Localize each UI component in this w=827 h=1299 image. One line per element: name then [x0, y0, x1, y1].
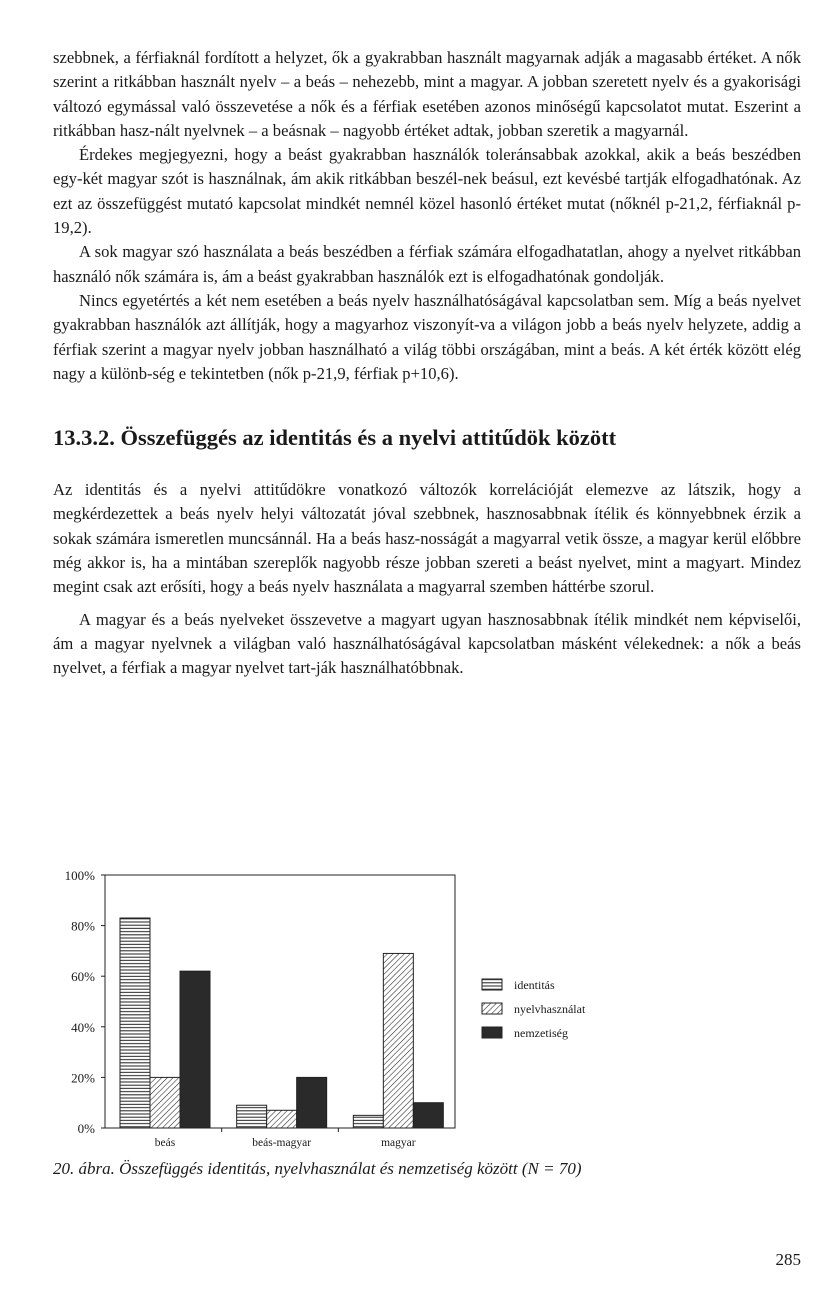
paragraph-6: A magyar és a beás nyelveket összevetve a magyart ugyan hasznosabbnak ítélik mindkét nem képviselői, ám a magyar nyelvnek a világban való használhatóságával kapcsolatban másként vélekednek: a nők a beás nyelvet, a férfiak a magyar nyelvet tart-ják használhatóbbnak.	[53, 609, 801, 678]
legend-swatch-nyelvhasználat	[482, 1003, 502, 1014]
bar-nemzetiség-1	[297, 1077, 327, 1128]
paragraph-1: szebbnek, a férfiaknál fordított a helyzet, ők a gyakrabban használt magyarnak adják a magasabb értéket. A nők szerint a ritkábban használt nyelv – a beás – nehezebb, mint a magyar. A jobban szeretett nyelv és a gyakorisági változó egymással való összevetése a nők és a férfiak esetében azonos minőségű kapcsolatot mutat. Eszerint a ritkábban hasz-nált nyelvnek – a beásnak – nagyobb értéket adtak, jobban szeretik a magyarnál.	[53, 48, 801, 140]
x-tick-label: beás-magyar	[252, 1137, 312, 1149]
bar-nyelvhasználat-0	[150, 1077, 180, 1128]
page-body	[53, 46, 801, 681]
bar-chart	[0, 860, 827, 1160]
paragraph-3: A sok magyar szó használata a beás beszédben a férfiak számára elfogadhatatlan, ahogy a nyelvet ritkábban használó nők számára is, ám a beást gyakrabban használók ezt is elfogadhatónak gondolják.	[53, 242, 801, 286]
y-tick-label: 80%	[71, 918, 95, 934]
y-tick-label: 40%	[71, 1019, 95, 1035]
y-tick-label: 60%	[71, 969, 95, 985]
bar-identitás-0	[120, 918, 150, 1128]
paragraph-2: Érdekes megjegyezni, hogy a beást gyakrabban használók toleránsabbak azokkal, akik a beás beszédben egy-két magyar szót is használnak, ám akik ritkábban beszél-nek beásul, ezt kevésbé tartják elfogadhatónak. Az ezt az összefüggést mutató kapcsolat mindkét nemnél közel hasonló értéket mutat (nőknél p-21,2, férfiaknál p-19,2).	[53, 145, 801, 238]
legend-swatch-nemzetiség	[482, 1027, 502, 1038]
y-tick-label: 20%	[71, 1070, 95, 1086]
legend-swatch-identitás	[482, 979, 502, 990]
figure-caption: 20. ábra. Összefüggés identitás, nyelvhasználat és nemzetiség között (N = 70)	[53, 1159, 582, 1178]
bar-nemzetiség-0	[180, 971, 210, 1128]
page-number: 285	[775, 1250, 801, 1269]
paragraph-4: Nincs egyetértés a két nem esetében a beás nyelv használhatóságával kapcsolatban sem. Míg a beás nyelvet gyakrabban használók azt állítják, hogy a magyarhoz viszonyít-va a világon jobb a beás nyelv helyzete, addig a férfiak szerint a magyar nyelv jobban használható a világ többi országában, mint a beás. A két érték között elég nagy a különb-ség e tekintetben (nők p-21,9, férfiak p+10,6).	[53, 290, 801, 383]
x-tick-label: magyar	[381, 1137, 416, 1149]
legend-label: nemzetiség	[514, 1026, 568, 1040]
y-tick-label: 0%	[77, 1121, 95, 1136]
bar-nemzetiség-2	[413, 1103, 443, 1128]
bar-nyelvhasználat-1	[267, 1110, 297, 1128]
x-tick-label: beás	[154, 1137, 176, 1149]
bar-identitás-2	[353, 1115, 383, 1128]
legend-label: identitás	[514, 978, 555, 992]
paragraph-5: Az identitás és a nyelvi attitűdökre vonatkozó változók korrelációját elemezve az látszik, hogy a megkérdezettek a beás nyelv helyi változatát jóval szebbnek, hasznosabbnak ítélik és könnyebbnek érzik a sokak számára ismeretlen muncsánnál. Ha a beás hasz-nosságát a magyarral vetik össze, a magyar kerül előbbre még akkor is, ha a mintában szereplők nagyobb része jobban szereti a beást nyelvet, mint a magyart. Mindez megint csak azt erősíti, hogy a beás nyelv használata a magyarral szemben háttérbe szorul.	[53, 480, 801, 597]
legend-label: nyelvhasználat	[514, 1002, 586, 1016]
y-tick-label: 100%	[64, 868, 95, 883]
bar-identitás-1	[237, 1105, 267, 1128]
bar-nyelvhasználat-2	[383, 953, 413, 1128]
section-heading: 13.3.2. Összefüggés az identitás és a nyelvi attitűdök között	[53, 425, 617, 451]
